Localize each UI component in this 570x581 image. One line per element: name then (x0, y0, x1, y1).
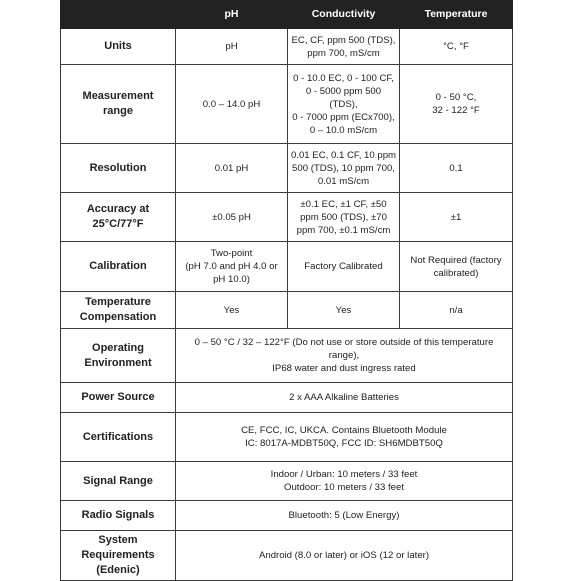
row-accuracy (61, 193, 513, 242)
cell-ph (176, 29, 288, 65)
row-measurement-range (61, 65, 513, 144)
header-ph: pH (176, 1, 288, 29)
cell-line: pH (225, 41, 238, 52)
cell-line: EC, CF, ppm 500 (TDS), (291, 34, 396, 46)
cell-line: 0.01 mS/cm (317, 175, 370, 187)
row-temperature-compensation (61, 292, 513, 329)
cell-conductivity (288, 29, 400, 65)
cell-line: ppm 700, mS/cm (307, 47, 380, 59)
cell-line: 500 (TDS), 10 ppm 700, (292, 162, 395, 174)
row-label (61, 383, 176, 413)
row-label (61, 329, 176, 383)
cell-ph (176, 144, 288, 193)
row-label (61, 501, 176, 531)
header-blank-cell (61, 1, 176, 29)
cell-line: ±1 (450, 211, 462, 223)
cell-temperature (400, 292, 513, 329)
row-power-source (61, 383, 513, 413)
cell-line: pH 10.0) (213, 274, 250, 285)
label-line: Compensation (79, 311, 157, 323)
cell-line: 0.01 pH (214, 162, 249, 174)
cell-line: CE, FCC, IC, UKCA. Contains Bluetooth Module (241, 425, 447, 436)
label-line: Power Source (81, 391, 155, 403)
cell-ph (176, 292, 288, 329)
cell-line: (TDS), (329, 98, 358, 110)
cell-line: ±0.1 EC, ±1 CF, ±50 (300, 198, 387, 210)
label-line: Signal Range (83, 474, 153, 487)
row-resolution (61, 144, 513, 193)
row-operating-environment (61, 329, 513, 383)
row-units (61, 29, 513, 65)
cell-line: °C, °F (443, 41, 469, 52)
row-label (61, 193, 176, 242)
cell-line: IC: 8017A-MDBT50Q, FCC ID: SH6MDBT50Q (245, 438, 443, 449)
cell-temperature (400, 193, 513, 242)
row-label (61, 65, 176, 144)
label-line: Measurement (82, 90, 154, 102)
cell-line: Outdoor: 10 meters / 33 feet (284, 482, 404, 493)
label-line: Radio Signals (81, 509, 155, 521)
label-line: System (98, 534, 138, 546)
cell-line: ppm 500 (TDS), ±70 (300, 211, 387, 223)
cell-span-value (176, 413, 513, 462)
row-label (61, 292, 176, 329)
cell-conductivity (288, 144, 400, 193)
cell-line: 0 - 7000 ppm (ECx700), (292, 111, 395, 123)
cell-line: 2 x AAA Alkaline Batteries (289, 392, 399, 403)
label-line: 25°C/77°F (92, 218, 144, 230)
label-line: Resolution (89, 161, 147, 174)
cell-line: Bluetooth: 5 (Low Energy) (288, 510, 400, 521)
header-row (61, 1, 513, 29)
cell-line: 0 - 10.0 EC, 0 - 100 CF, (293, 72, 394, 84)
cell-conductivity (288, 292, 400, 329)
row-label (61, 462, 176, 501)
header-conductivity: Conductivity (288, 1, 400, 29)
cell-span-value (176, 462, 513, 501)
row-calibration (61, 242, 513, 292)
cell-line: Factory Calibrated (304, 261, 383, 272)
cell-line: 0 – 10.0 mS/cm (309, 124, 378, 136)
cell-line: Not Required (factory (410, 254, 502, 266)
cell-line: Indoor / Urban: 10 meters / 33 feet (270, 469, 418, 480)
cell-conductivity (288, 65, 400, 144)
cell-line: Android (8.0 or later) or iOS (12 or later) (258, 550, 430, 561)
cell-ph (176, 193, 288, 242)
label-line: Calibration (89, 260, 147, 272)
cell-span-value (176, 329, 513, 383)
row-label (61, 29, 176, 65)
cell-line: ppm 700, ±0.1 mS/cm (296, 224, 391, 236)
cell-conductivity (288, 242, 400, 292)
row-label (61, 413, 176, 462)
cell-line: IP68 water and dust ingress rated (272, 363, 416, 374)
row-radio-signals (61, 501, 513, 531)
header-temperature: Temperature (400, 1, 513, 29)
label-line: Temperature (85, 296, 151, 308)
cell-span-value (176, 501, 513, 531)
label-line: Accuracy at (86, 203, 150, 215)
cell-line: Yes (335, 304, 352, 316)
row-label (61, 531, 176, 581)
cell-temperature (400, 242, 513, 292)
cell-conductivity (288, 193, 400, 242)
cell-line: 0 – 50 °C / 32 – 122°F (Do not use or store outside of this temperature (194, 337, 494, 348)
row-system-requirements (61, 531, 513, 581)
cell-line: Yes (223, 304, 240, 316)
cell-ph (176, 65, 288, 144)
cell-line: (pH 7.0 and pH 4.0 or (185, 261, 278, 272)
cell-line: ±0.05 pH (212, 211, 251, 223)
cell-temperature (400, 65, 513, 144)
cell-line: 0.1 (449, 162, 463, 174)
cell-temperature (400, 144, 513, 193)
spec-table (60, 0, 513, 581)
label-line: Operating (92, 341, 144, 354)
cell-span-value (176, 383, 513, 413)
cell-line: 0 - 50 °C, (435, 92, 477, 103)
row-signal-range (61, 462, 513, 501)
label-line: Environment (84, 356, 152, 369)
cell-line: 0 - 5000 ppm 500 (305, 85, 382, 97)
row-label (61, 144, 176, 193)
cell-line: calibrated) (433, 267, 479, 279)
cell-line: n/a (449, 304, 463, 316)
label-line: (Edenic) (96, 564, 140, 576)
label-line: Requirements (81, 549, 155, 561)
cell-line: 32 - 122 °F (432, 105, 480, 116)
cell-span-value (176, 531, 513, 581)
cell-ph (176, 242, 288, 292)
label-line: Certifications (82, 430, 154, 443)
cell-line: range), (328, 350, 360, 361)
row-certifications (61, 413, 513, 462)
cell-line: Two-point (210, 248, 253, 259)
cell-line: 0.01 EC, 0.1 CF, 10 ppm (290, 149, 397, 161)
row-label (61, 242, 176, 292)
cell-line: 0.0 – 14.0 pH (202, 98, 261, 110)
label-line: range (103, 105, 133, 117)
cell-temperature (400, 29, 513, 65)
label-line: Units (104, 40, 132, 52)
